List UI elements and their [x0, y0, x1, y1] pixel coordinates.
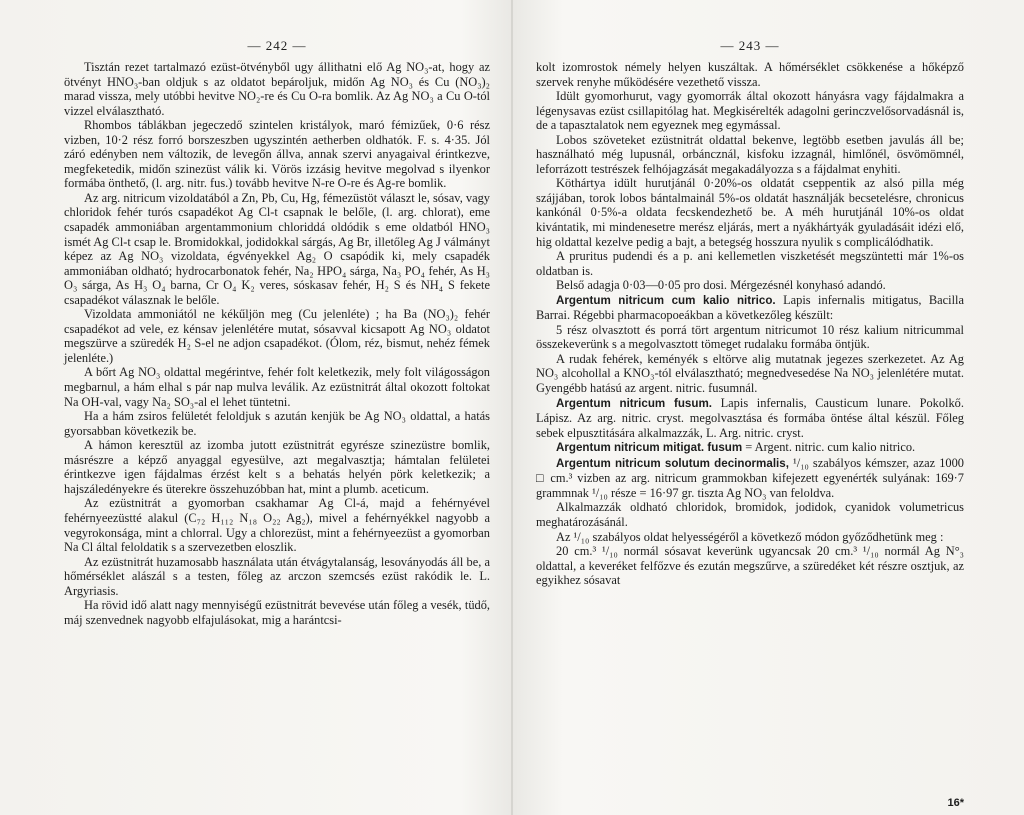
paragraph: Ha rövid idő alatt nagy mennyiségű ezüstnitrát bevevése után főleg a vesék, tüdő, máj szenvednek nagyobb elfajulásokat, mig a harántcsi-: [64, 598, 490, 627]
paragraph: Az arg. nitricum vizoldatából a Zn, Pb, Cu, Hg, fémezüstöt választ le, sósav, vagy chloridok fehér turós csapadékot Ag Cl-t csapnak le belőle, (l. arg. chlorat), eme csapadék ammoniában argentammonium chloriddá oldódik s eme oldatból HNO₃ ismét Ag Cl-t csap le. Bromidokkal, jodidokkal sárgás, Ag Br, illetőleg Ag J válmányt képez az Ag NO₃ vizoldata, égvényekkel Ag₂ O csapódik ki, mely csapadék ammoniában oldható; hydrocarbonatok fehér, Na₂ HPO₄ sárga, Na₃ PO₄ fehér, As H₃ O₃ sárga, As H₃ O₄ barna, Cr O₄ K₂ veres, sóskasav fehér, H₂ S és NH₄ S fekete csapadékot válasznak le belőle.: [64, 190, 490, 307]
paragraph: 5 rész olvasztott és porrá tört argentum nitricumot 10 rész kalium nitricummal összekeverünk s a megolvasztott tömeget rudalaku formába öntjük.: [536, 322, 964, 352]
paragraph: Idült gyomorhurut, vagy gyomorrák által okozott hányásra vagy fájdalmakra a légenysavas ezüst csillapitólag hat. Megkisérelték adagolni gerinczvelősorvadásnál is, de a tapasztalatok nem egyeznek meg egymással.: [536, 89, 964, 133]
paragraph: 20 cm.³ ¹/₁₀ normál sósavat keverünk ugyancsak 20 cm.³ ¹/₁₀ normál Ag N°₃ oldattal, a keveréket felfőzve és ezután megszűrve, a szüredéket két részre osztjuk, az egyikhez sósavat: [536, 544, 964, 588]
section-text: Lapis infernalis, Causticum lunare. Pokolkő. Lápisz. Az arg. nitric. cryst. megolvasztása és formába öntése által készül. Főleg sebek elpusztitására alkalmazzák, L. Arg. nitric. cryst.: [536, 395, 964, 440]
right-page-number: — 243 —: [720, 38, 780, 53]
section-entry: [536, 440, 964, 456]
section-text: ¹/₁₀ szabályos kémszer, azaz 1000 □ cm.³ vizben az arg. nitricum grammokban kifejezett egyenérték sulyának: 169·7 grammnak ¹/₁₀ része = 16·97 gr. tiszta Ag NO₃ van feloldva.: [536, 455, 964, 500]
paragraph: A pruritus pudendi és a p. ani kellemetlen viszketését megszüntetti már 1%-os oldatban is.: [536, 249, 964, 278]
section-heading: Argentum nitricum cum kalio nitrico.: [556, 293, 776, 307]
right-page: [536, 0, 964, 815]
paragraph: A hámon keresztül az izomba jutott ezüstnitrát egyrésze szinezüstre bomlik, másrészre a képző anyaggal egyesülve, azt megalvasztja; hámtalan felületei érintkezve igen fájdalmas érzést kelt s a behatás helyén pörk keletkezik; a hajszáledényekre és üterekre összehuzóbban hat, mint a plumb. aceticum.: [64, 438, 490, 496]
paragraph: Alkalmazzák oldható chloridok, bromidok, jodidok, cyanidok volumetricus meghatározásánál.: [536, 500, 964, 529]
section-text: = Argent. nitric. cum kalio nitrico.: [745, 440, 916, 455]
left-page: [64, 0, 490, 815]
book-gutter: [511, 0, 513, 815]
section-entry: [536, 456, 964, 501]
paragraph: Az ¹/₁₀ szabályos oldat helyességéről a következő módon győződhetünk meg :: [556, 529, 944, 544]
paragraph: Az ezüstnitrát huzamosabb használata után étvágytalanság, lesoványodás áll be, a hőmérséklet alászál s a testen, főleg az arczon szemcsés ezüst rakódik le. L. Argyriasis.: [64, 554, 490, 598]
left-page-text: [64, 60, 490, 627]
section-heading: Argentum nitricum fusum.: [556, 396, 712, 410]
paragraph: Az ezüstnitrát a gyomorban csakhamar Ag Cl-á, majd a fehérnyével fehérnyeezüstté alakul (C₇₂ H₁₁₂ N₁₈ O₂₂ Ag₂), mivel a fehérnyékkel nagyobb a vegyrokonsága, mint a chlorral. Ugy a chlorezüst, mint a fehérnyeezüst a gyomorban Na Cl által feloldatik s a szervezetben eloszlik.: [64, 496, 490, 555]
right-page-text: [536, 60, 964, 588]
paragraph: Rhombos táblákban jegeczedő szintelen kristályok, maró fémizűek, 0·6 rész vizben, 10·2 rész forró borszeszben ugyszintén aetherben oldhatók. F. s. 4·35. Jól záró edényben nem változik, de levegőn állva, annak szervi anyagaival érintkezve, megfeketedik, midőn szinezüst válik ki. Vörös izzásig hevitve megolvad s ilyenkor formába önthető, (l. arg. nitr. fus.) tovább hevitve N-re O-re és Ag-re bomlik.: [64, 118, 490, 191]
paragraph: Vizoldata ammoniától ne kékűljön meg (Cu jelenléte) ; ha Ba (NO₃)₂ fehér csapadékot ad vele, ez kénsav jelenlétére mutat, sósavval kicsapott Ag NO₃ oldatot megszürve a szüredék H₂ S-el ne adjon csapadékot. (Ólom, réz, bismut, nehéz fémek jelenléte.): [64, 307, 490, 365]
paragraph: Lobos szöveteket ezüstnitrát oldattal bekenve, legtöbb esetben javulás áll be; használható még lupusnál, orbáncznál, kisfoku izzagnál, himlőnél, ösvömömnél, leforrázott testrészek felhójagzását megakadályozza s a fájdalmat enyhiti.: [536, 132, 964, 176]
section-text: Lapis infernalis mitigatus, Bacilla Barrai. Régebbi pharmacopoeákban a következőleg készült:: [536, 292, 964, 323]
paragraph: Ha a hám zsiros felületét feloldjuk s azután kenjük be Ag NO₃ oldattal, a hatás gyorsabban következik be.: [64, 409, 490, 438]
paragraph: A rudak fehérek, keményék s eltörve alig mutatnak jegezes szerkezetet. Az Ag NO₃ alcohollal a KNO₃-tól elválasztható; megnedvesedése Na NO₃ jelenlétére mutat. Gyengébb hatású az argent. nitric. fusumnál.: [536, 351, 964, 396]
signature-mark: 16*: [947, 797, 964, 809]
paragraph: Köthártya idült hurutjánál 0·20%-os oldatát cseppentik az alsó pilla még szájjában, torok lobos bántalmainál 5%-os oldatát használják becsetelésre, chronicus kankónál 0·5%-a oldata fecskendezhető be. A méh hurutjánál 10%-os oldat kivántatik, mi mindenesetre merész eljárás, mert a nyákhártyák gyuladásáit idézi elő, hig oldattal kezelve pedig a bajt, a betegség hosszura nyulik s complicálódhatik.: [536, 176, 964, 249]
section-entry: [536, 396, 964, 441]
section-heading: Argentum nitricum solutum decinormalis,: [556, 456, 789, 470]
left-page-number: — 242 —: [247, 38, 307, 53]
paragraph: Tisztán rezet tartalmazó ezüst-ötvényből ugy állithatni elő Ag NO₃-at, hogy az ötvényt HNO₃-ban oldjuk s az oldatot bepároljuk, midőn Ag NO₃ és Cu (NO₃)₂ marad vissza, mely utóbbi hevitve NO₂-re és Cu O-ra bomlik. Az Ag NO₃ a Cu O-tól vizzel elválasztható.: [64, 60, 490, 118]
section-heading: Argentum nitricum mitigat. fusum: [556, 441, 743, 455]
section-entry: [536, 293, 964, 323]
paragraph: kolt izomrostok némely helyen kuszáltak. A hőmérséklet csökkenése a hőképző szervek renyhe működésére vezethető vissza.: [536, 60, 964, 89]
paragraph: Belső adagja 0·03—0·05 pro dosi. Mérgezésnél konyhasó adandó.: [556, 278, 886, 293]
paragraph: A bőrt Ag NO₃ oldattal megérintve, fehér folt keletkezik, mely folt világosságon megbarnul, a hám elhal s pár nap mulva leválik. Az ezüstnitrát által okozott foltokat Na OH-val, vagy Na₂ SO₃-al el lehet tüntetni.: [64, 365, 490, 409]
